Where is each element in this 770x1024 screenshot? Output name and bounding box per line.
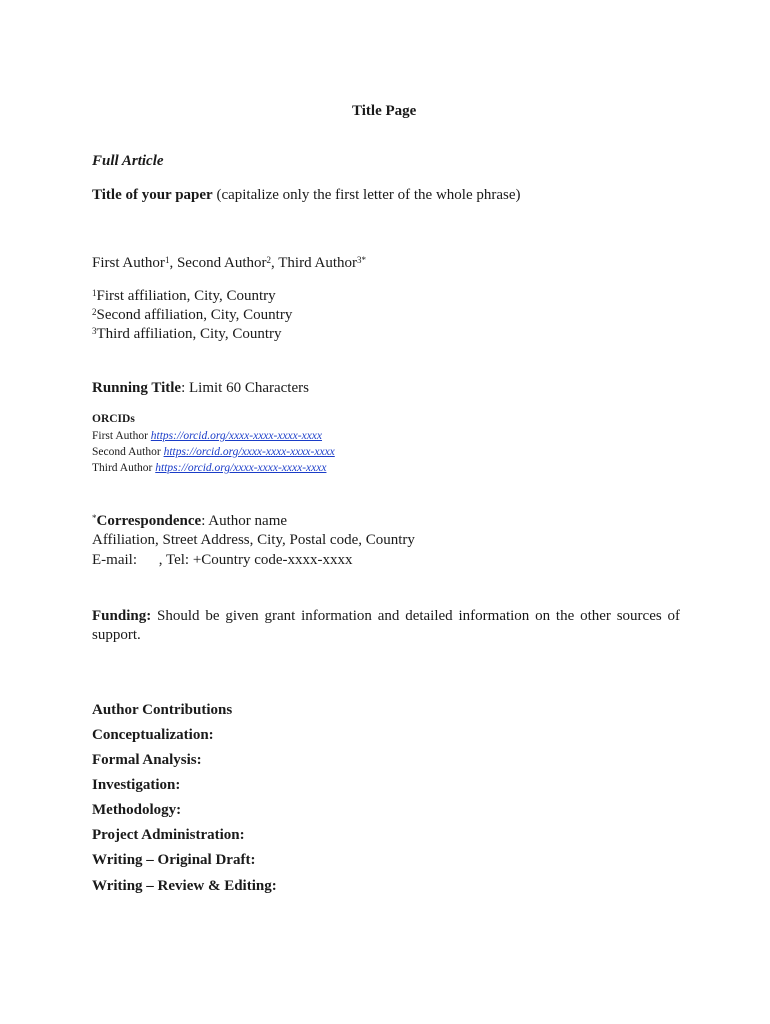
funding-paragraph — [92, 607, 680, 645]
tel-text: , Tel: +Country code-xxxx-xxxx — [158, 552, 353, 568]
correspondence-mark: * — [92, 513, 97, 523]
contribution-item: Conceptualization: — [92, 727, 214, 743]
contributions-heading: Author Contributions — [92, 702, 233, 718]
contribution-item: Methodology: — [92, 802, 182, 818]
running-title-line — [92, 379, 309, 398]
correspondence-address: Affiliation, Street Address, City, Postal code, Country — [92, 532, 415, 548]
running-title-label: Running Title — [92, 380, 182, 396]
author-name: Third Author — [278, 255, 357, 271]
orcid-author: Second Author — [92, 446, 161, 458]
affiliation-mark: 3 — [92, 326, 97, 336]
contribution-item: Project Administration: — [92, 827, 245, 843]
orcid-author: First Author — [92, 430, 148, 442]
author-name: First Author — [92, 255, 165, 271]
paper-title-label: Title of your paper — [92, 187, 213, 203]
funding-label: Funding: — [92, 608, 152, 624]
affiliation-text: Third affiliation, City, Country — [96, 326, 282, 342]
affiliation-line — [92, 325, 281, 344]
author-mark: 1 — [164, 255, 170, 265]
author-separator: , — [271, 255, 279, 271]
orcid-entry — [92, 445, 335, 460]
affiliation-mark: 2 — [92, 307, 97, 317]
affiliation-text: First affiliation, City, Country — [96, 288, 276, 304]
author-list — [92, 254, 366, 273]
author-mark: 2 — [266, 255, 272, 265]
affiliation-line — [92, 306, 292, 325]
contribution-item: Formal Analysis: — [92, 752, 202, 768]
author-mark: 3* — [357, 255, 366, 265]
funding-text: Should be given grant information and detailed information on the other sources of support. — [92, 608, 681, 643]
orcid-link[interactable]: https://orcid.org/xxxx-xxxx-xxxx-xxxx — [150, 430, 323, 442]
orcids-heading: ORCIDs — [92, 413, 135, 425]
correspondence-line — [92, 512, 287, 531]
email-label: E-mail: — [92, 552, 137, 568]
orcid-link[interactable]: https://orcid.org/xxxx-xxxx-xxxx-xxxx — [155, 462, 327, 474]
contact-line — [92, 551, 353, 570]
affiliation-text: Second affiliation, City, Country — [96, 307, 293, 323]
page-title: Title Page — [352, 103, 417, 119]
orcid-entry — [92, 429, 322, 444]
paper-title-line — [92, 186, 521, 205]
author-separator: , — [169, 255, 177, 271]
paper-title-note: (capitalize only the first letter of the whole phrase) — [216, 187, 521, 203]
running-title-value: : Limit 60 Characters — [181, 380, 309, 396]
contribution-item: Investigation: — [92, 777, 181, 793]
author-name: Second Author — [176, 255, 267, 271]
article-type: Full Article — [92, 153, 164, 169]
correspondence-value: : Author name — [201, 513, 288, 529]
orcid-entry — [92, 461, 326, 476]
orcid-link[interactable]: https://orcid.org/xxxx-xxxx-xxxx-xxxx — [163, 446, 335, 458]
affiliation-mark: 1 — [92, 288, 97, 298]
contribution-item: Writing – Review & Editing: — [92, 878, 277, 894]
orcid-author: Third Author — [92, 462, 153, 474]
contribution-item: Writing – Original Draft: — [92, 852, 256, 868]
affiliation-line — [92, 287, 276, 306]
correspondence-label: Correspondence — [96, 513, 202, 529]
